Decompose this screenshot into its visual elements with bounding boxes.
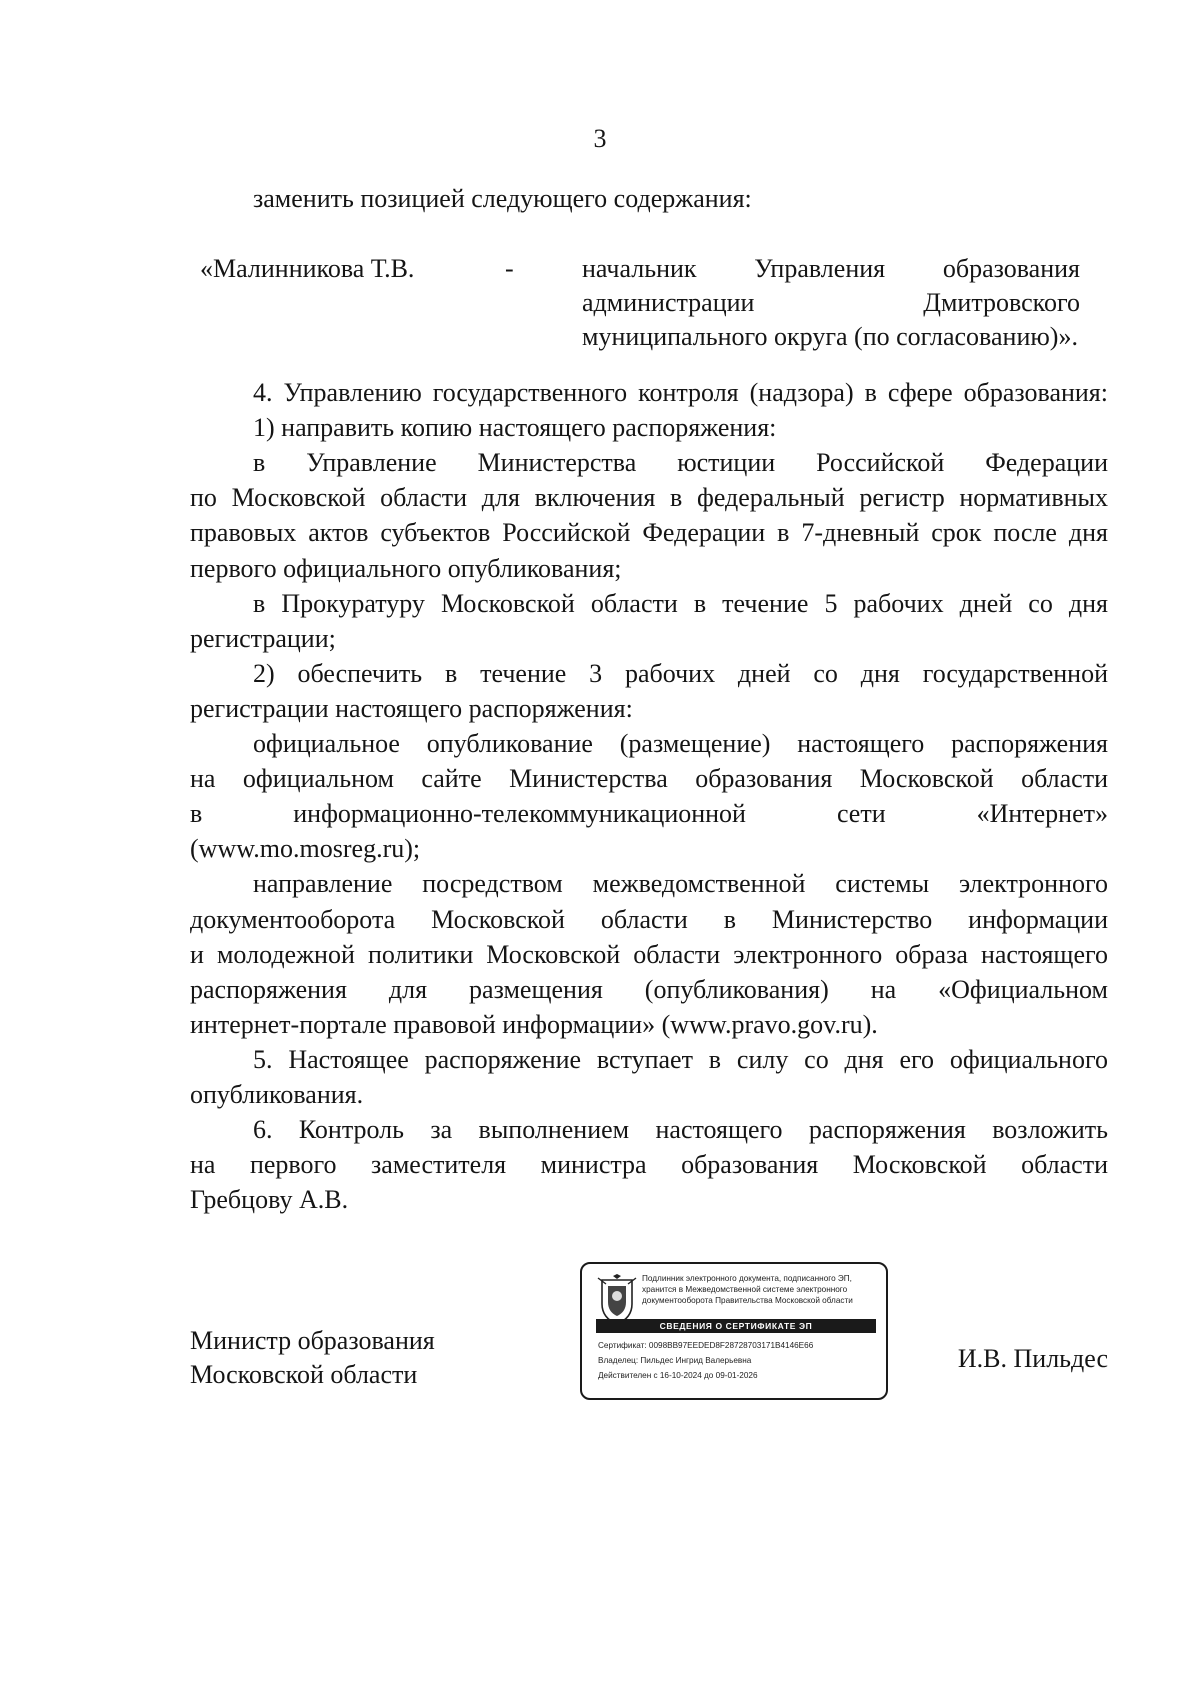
- body-line: 4. Управлению государственного контроля (надзора) в сфере образования:: [253, 378, 1108, 407]
- position-role-line-2: администрации Дмитровского: [582, 288, 1080, 317]
- body-line: регистрации;: [190, 624, 336, 653]
- body-line: документооборота Московской области в Министерство информации: [190, 905, 1108, 934]
- body-line: в Управление Министерства юстиции Российской Федерации: [253, 448, 1108, 477]
- body-line: первого официального опубликования;: [190, 554, 622, 583]
- body-line: опубликования.: [190, 1080, 364, 1109]
- body-line: распоряжения для размещения (опубликования) на «Официальном: [190, 975, 1108, 1004]
- body-line: в Прокуратуру Московской области в течение 5 рабочих дней со дня: [253, 589, 1108, 618]
- body-line: на официальном сайте Министерства образования Московской области: [190, 764, 1108, 793]
- position-role-line-3: муниципального округа (по согласованию)».: [582, 322, 1078, 351]
- position-name: «Малинникова Т.В.: [200, 254, 415, 283]
- e-signature-stamp: [580, 1262, 888, 1400]
- body-line: Гребцову А.В.: [190, 1185, 349, 1214]
- body-line: правовых актов субъектов Российской Федерации в 7-дневный срок после дня: [190, 518, 1108, 547]
- stamp-owner: Владелец: Пильдес Ингрид Валерьевна: [598, 1356, 752, 1365]
- signature-title-line-2: Московской области: [190, 1360, 418, 1389]
- body-line: интернет-портале правовой информации» (www.pravo.gov.ru).: [190, 1010, 878, 1039]
- body-line: 6. Контроль за выполнением настоящего распоряжения возложить: [253, 1115, 1108, 1144]
- body-line: 1) направить копию настоящего распоряжения:: [253, 413, 777, 442]
- page-number: 3: [593, 124, 607, 153]
- intro-line: заменить позицией следующего содержания:: [253, 184, 752, 213]
- stamp-header: Подлинник электронного документа, подписанного ЭП, хранится в Межведомственной системе электронного документооборота Правительства Московской области: [642, 1274, 853, 1305]
- stamp-certificate-bar: СВЕДЕНИЯ О СЕРТИФИКАТЕ ЭП: [596, 1319, 876, 1333]
- body-line: (www.mo.mosreg.ru);: [190, 834, 421, 863]
- body-line: 2) обеспечить в течение 3 рабочих дней со дня государственной: [253, 659, 1108, 688]
- body-line: официальное опубликование (размещение) настоящего распоряжения: [253, 729, 1108, 758]
- body-line: в информационно-телекоммуникационной сети «Интернет»: [190, 799, 1108, 828]
- body-line: регистрации настоящего распоряжения:: [190, 694, 633, 723]
- signature-title-line-1: Министр образования: [190, 1326, 435, 1355]
- body-line: 5. Настоящее распоряжение вступает в силу со дня его официального: [253, 1045, 1108, 1074]
- stamp-valid: Действителен с 16-10-2024 до 09-01-2026: [598, 1371, 758, 1380]
- body-line: и молодежной политики Московской области электронного образа настоящего: [190, 940, 1108, 969]
- position-role-line-1: начальник Управления образования: [582, 254, 1080, 283]
- signature-name: И.В. Пильдес: [957, 1344, 1108, 1373]
- body-line: направление посредством межведомственной системы электронного: [253, 869, 1108, 898]
- stamp-certificate: Сертификат: 0098BB97EEDED8F28728703171B4146E66: [598, 1341, 814, 1350]
- position-dash: -: [505, 254, 514, 283]
- body-line: по Московской области для включения в федеральный регистр нормативных: [190, 483, 1108, 512]
- body-line: на первого заместителя министра образования Московской области: [190, 1150, 1108, 1179]
